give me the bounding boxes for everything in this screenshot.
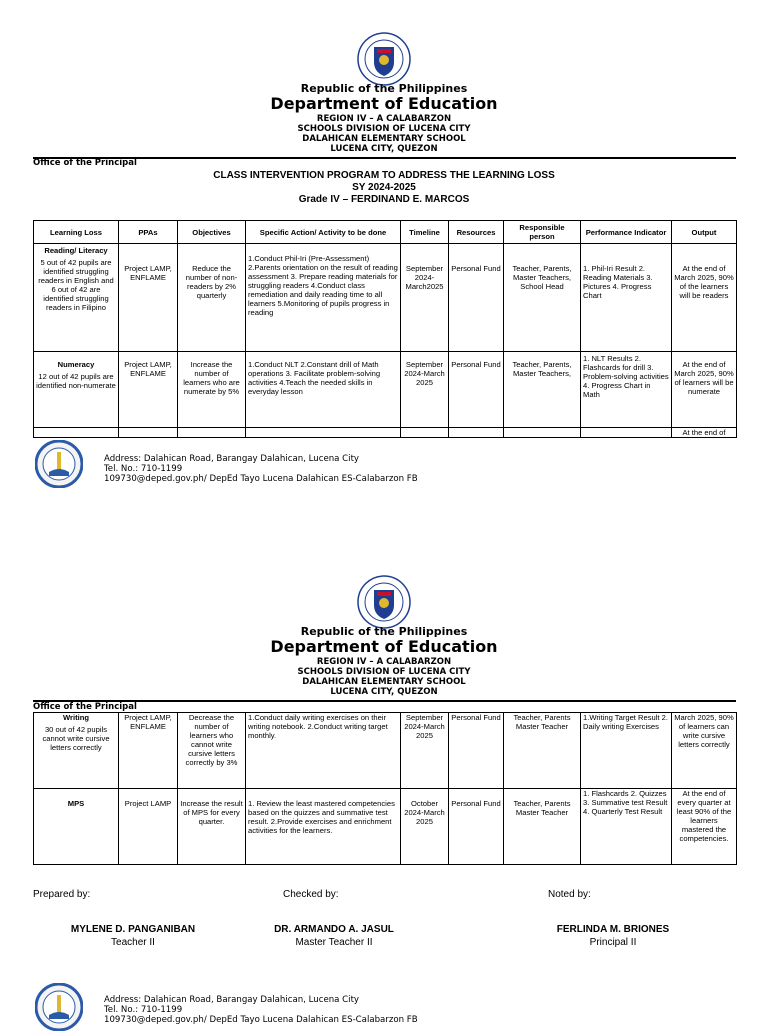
output-cell: At the end of every quarter at least 90% of the learners mastered the competencies. — [672, 789, 737, 865]
school-year: SY 2024-2025 — [352, 182, 416, 193]
output-cell: At the end of — [672, 428, 737, 438]
header-rule — [33, 700, 736, 702]
department-title: Department of Education — [270, 637, 498, 656]
school-line: DALAHICAN ELEMENTARY SCHOOL — [302, 677, 466, 687]
region-line: REGION IV – A CALABARZON — [316, 657, 452, 667]
indicator-cell: 1. Flashcards 2. Quizzes 3. Summative test Result 4. Quarterly Test Result — [581, 789, 672, 865]
responsible-cell: Teacher, Parents, Master Teachers, — [504, 352, 581, 428]
objective-cell: Increase the result of MPS for every quarter. — [178, 789, 246, 865]
timeline-cell: September 2024-March 2025 — [401, 352, 449, 428]
prepared-by-name: MYLENE D. PANGANIBAN — [70, 924, 196, 935]
intervention-table-1 — [33, 220, 737, 438]
footer-tel: Tel. No.: 710-1199 — [104, 1005, 183, 1015]
footer-email: 109730@deped.gov.ph/ DepEd Tayo Lucena Dalahican ES-Calabarzon FB — [104, 474, 418, 484]
prepared-by-label: Prepared by: — [33, 889, 91, 900]
learning-area: Reading/ Literacy — [44, 246, 108, 255]
checked-by-name: DR. ARMANDO A. JASUL — [274, 924, 394, 935]
col-header: Resources — [449, 221, 504, 244]
intervention-table-2 — [33, 712, 737, 865]
timeline-cell: September 2024-March2025 — [401, 244, 449, 352]
col-header: Output — [672, 221, 737, 244]
grade-section: Grade IV – FERDINAND E. MARCOS — [298, 194, 470, 205]
noted-by-position: Principal II — [589, 937, 637, 948]
resources-cell: Personal Fund — [449, 789, 504, 865]
resources-cell: Personal Fund — [449, 244, 504, 352]
responsible-cell: Teacher, Parents Master Teacher — [504, 789, 581, 865]
prepared-by-position: Teacher II — [111, 937, 155, 948]
republic-line: Republic of the Philippines — [300, 82, 468, 95]
republic-line: Republic of the Philippines — [300, 625, 468, 638]
footer-tel: Tel. No.: 710-1199 — [104, 464, 183, 474]
ppas-cell: Project LAMP, ENFLAME — [119, 352, 178, 428]
noted-by-name: FERLINDA M. BRIONES — [556, 924, 670, 935]
output-cell: March 2025, 90% of learners can write cursive letters correctly — [672, 713, 737, 789]
objective-cell: Increase the number of learners who are numerate by 5% — [178, 352, 246, 428]
learning-loss-desc: 30 out of 42 pupils cannot write cursive letters correctly — [42, 725, 110, 752]
actions-cell: 1.Conduct Phil-Iri (Pre-Assessment) 2.Parents orientation on the result of reading assessment 3. Prepare reading materials for struggling readers 4.Conduct class remediation and daily reading time to all learners 5.Monitoring of pupils progress in reading — [246, 244, 401, 352]
resources-cell: Personal Fund — [449, 713, 504, 789]
department-title: Department of Education — [270, 94, 498, 113]
output-cell: At the end of March 2025, 90% of learners will be numerate — [672, 352, 737, 428]
program-title: CLASS INTERVENTION PROGRAM TO ADDRESS THE LEARNING LOSS — [213, 170, 555, 181]
learning-loss-desc: 12 out of 42 pupils are identified non-numerate — [36, 372, 116, 390]
responsible-cell: Teacher, Parents, Master Teachers, School Head — [504, 244, 581, 352]
table-header-row — [34, 221, 737, 244]
timeline-cell: October 2024-March 2025 — [401, 789, 449, 865]
learning-area: Writing — [62, 713, 89, 722]
col-header: Timeline — [401, 221, 449, 244]
footer-address: Address: Dalahican Road, Barangay Dalahican, Lucena City — [104, 995, 360, 1005]
table-row-cut — [34, 428, 737, 438]
col-header: Responsible person — [504, 221, 581, 244]
division-line: SCHOOLS DIVISION OF LUCENA CITY — [297, 124, 471, 134]
col-header: Objectives — [178, 221, 246, 244]
ppas-cell: Project LAMP, ENFLAME — [119, 244, 178, 352]
col-header: Specific Action/ Activity to be done — [246, 221, 401, 244]
col-header: Learning Loss — [34, 221, 119, 244]
ppas-cell: Project LAMP — [119, 789, 178, 865]
learning-area: Numeracy — [57, 360, 95, 369]
learning-loss-desc: 5 out of 42 pupils are identified struggling readers in English and 6 out of 42 are identified struggling readers in Filipino — [38, 258, 114, 312]
col-header: Performance Indicator — [581, 221, 672, 244]
footer-email: 109730@deped.gov.ph/ DepEd Tayo Lucena Dalahican ES-Calabarzon FB — [104, 1015, 418, 1025]
city-line: LUCENA CITY, QUEZON — [330, 687, 438, 697]
school-line: DALAHICAN ELEMENTARY SCHOOL — [302, 134, 466, 144]
table-row — [34, 713, 737, 789]
resources-cell: Personal Fund — [449, 352, 504, 428]
learning-area: MPS — [67, 799, 85, 808]
col-header: PPAs — [119, 221, 178, 244]
city-line: LUCENA CITY, QUEZON — [330, 144, 438, 154]
office-label: Office of the Principal — [33, 158, 137, 168]
responsible-cell: Teacher, Parents Master Teacher — [504, 713, 581, 789]
output-cell: At the end of March 2025, 90% of the learners will be readers — [672, 244, 737, 352]
table-row — [34, 244, 737, 352]
region-line: REGION IV – A CALABARZON — [316, 114, 452, 124]
timeline-cell: September 2024-March 2025 — [401, 713, 449, 789]
objective-cell: Decrease the number of learners who cannot write cursive letters correctly by 3% — [178, 713, 246, 789]
noted-by-label: Noted by: — [548, 889, 591, 900]
table-row — [34, 789, 737, 865]
checked-by-position: Master Teacher II — [295, 937, 373, 948]
indicator-cell: 1. Phil-Iri Result 2. Reading Materials 3. Pictures 4. Progress Chart — [581, 244, 672, 352]
checked-by-label: Checked by: — [283, 889, 339, 900]
objective-cell: Reduce the number of non-readers by 2% quarterly — [178, 244, 246, 352]
actions-cell: 1.Conduct daily writing exercises on their writing notebook. 2.Conduct writing target monthly. — [246, 713, 401, 789]
indicator-cell: 1.Writing Target Result 2. Daily writing Exercises — [581, 713, 672, 789]
actions-cell: 1.Conduct NLT 2.Constant drill of Math operations 3. Facilitate problem-solving activities 4.Teach the needed skills in everyday lesson — [246, 352, 401, 428]
header-rule — [33, 157, 736, 159]
office-label: Office of the Principal — [33, 702, 137, 712]
actions-cell: 1. Review the least mastered competencies based on the quizzes and summative test result. 2.Provide exercises and enrichment activities for the learners. — [246, 789, 401, 865]
division-line: SCHOOLS DIVISION OF LUCENA CITY — [297, 667, 471, 677]
footer-address: Address: Dalahican Road, Barangay Dalahican, Lucena City — [104, 454, 360, 464]
indicator-cell: 1. NLT Results 2. Flashcards for drill 3. Problem-solving activities 4. Progress Chart in Math — [581, 352, 672, 428]
ppas-cell: Project LAMP, ENFLAME — [119, 713, 178, 789]
table-row — [34, 352, 737, 428]
